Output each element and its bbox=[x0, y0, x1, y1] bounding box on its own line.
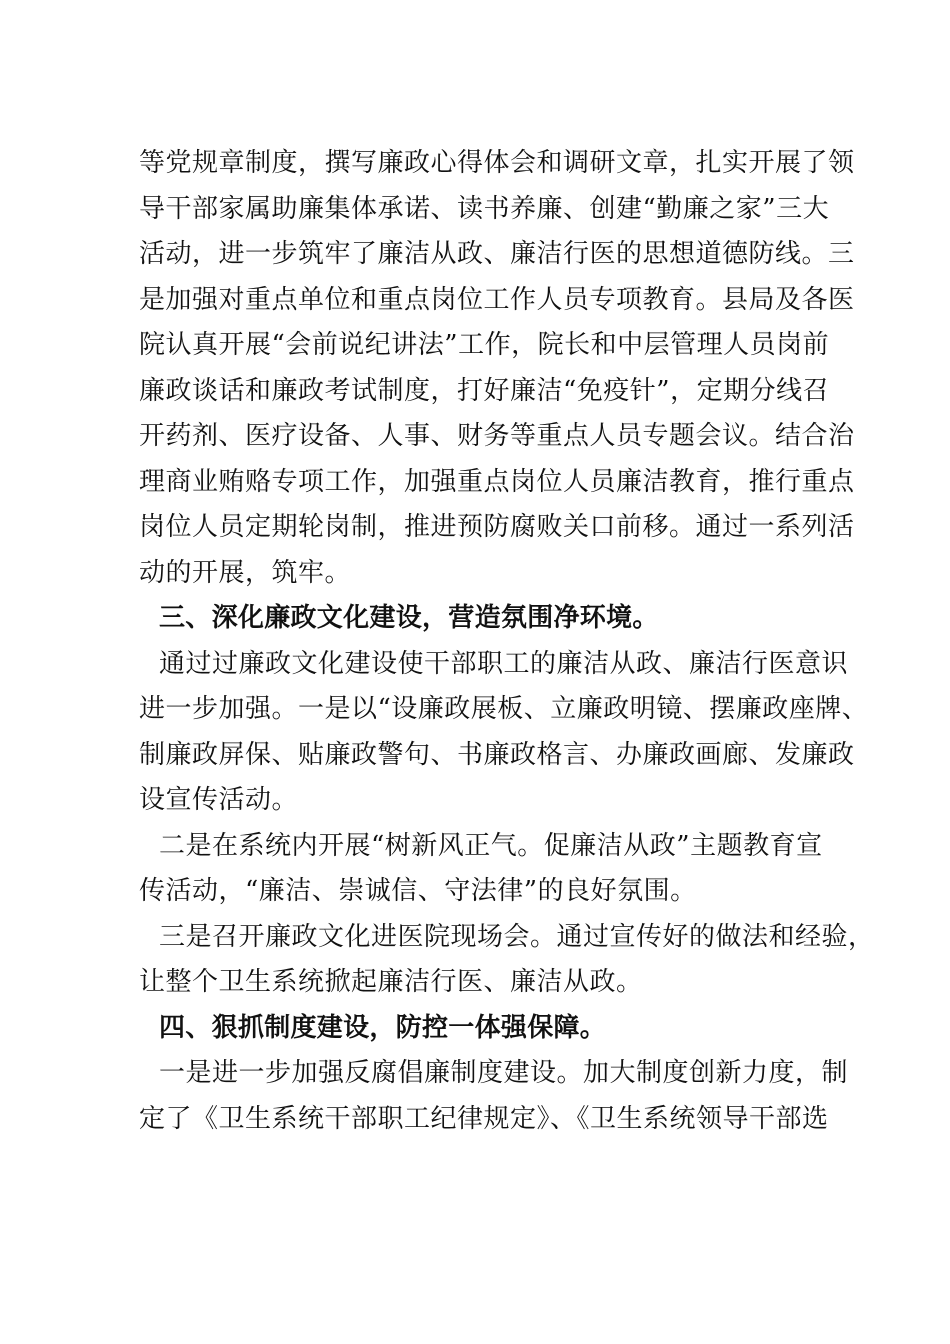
document-body bbox=[139, 141, 875, 1142]
body-line: 通过过廉政文化建设使干部职工的廉洁从政、廉洁行医意识 bbox=[159, 648, 849, 679]
body-line: 三是召开廉政文化进医院现场会。通过宣传好的做法和经验， bbox=[159, 921, 875, 952]
body-line: 动的开展，筑牢。 bbox=[139, 557, 352, 588]
body-line: 传活动，“廉洁、崇诚信、守法律”的良好氛围。 bbox=[139, 876, 697, 906]
body-line: 制廉政屏保、贴廉政警句、书廉政格言、办廉政画廊、发廉政 bbox=[139, 739, 855, 770]
body-line: 院认真开展“会前说纪讲法”工作，院长和中层管理人员岗前 bbox=[139, 330, 830, 360]
body-line: 廉政谈话和廉政考试制度，打好廉洁“免疫针”，定期分线召 bbox=[139, 375, 830, 406]
body-line: 设宣传活动。 bbox=[139, 785, 299, 815]
section-heading-3: 三、深化廉政文化建设，营造氛围净环境。 bbox=[159, 603, 659, 633]
body-line: 导干部家属助廉集体承诺、读书养廉、创建“勤廉之家”三大 bbox=[139, 193, 830, 224]
body-line: 岗位人员定期轮岗制，推进预防腐败关口前移。通过一系列活 bbox=[139, 512, 855, 542]
body-line: 二是在系统内开展“树新风正气。促廉洁从政”主题教育宣 bbox=[159, 830, 823, 861]
body-line: 等党规章制度，撰写廉政心得体会和调研文章，扎实开展了领 bbox=[139, 148, 855, 178]
body-line: 是加强对重点单位和重点岗位工作人员专项教育。县局及各医 bbox=[139, 284, 855, 315]
section-heading-4: 四、狠抓制度建设，防控一体强保障。 bbox=[159, 1012, 607, 1043]
body-line: 活动，进一步筑牢了廉洁从政、廉洁行医的思想道德防线。三 bbox=[139, 239, 855, 269]
body-line: 一是进一步加强反腐倡廉制度建设。加大制度创新力度，制 bbox=[159, 1058, 849, 1088]
body-line: 让整个卫生系统掀起廉洁行医、廉洁从政。 bbox=[139, 967, 643, 997]
body-line: 理商业贿赂专项工作，加强重点岗位人员廉洁教育，推行重点 bbox=[139, 466, 855, 497]
body-line: 定了《卫生系统干部职工纪律规定》、《卫生系统领导干部选 bbox=[139, 1103, 829, 1134]
body-line: 进一步加强。一是以“设廉政展板、立廉政明镜、摆廉政座牌、 bbox=[139, 694, 869, 724]
body-line: 开药剂、医疗设备、人事、财务等重点人员专题会议。结合治 bbox=[139, 421, 855, 451]
